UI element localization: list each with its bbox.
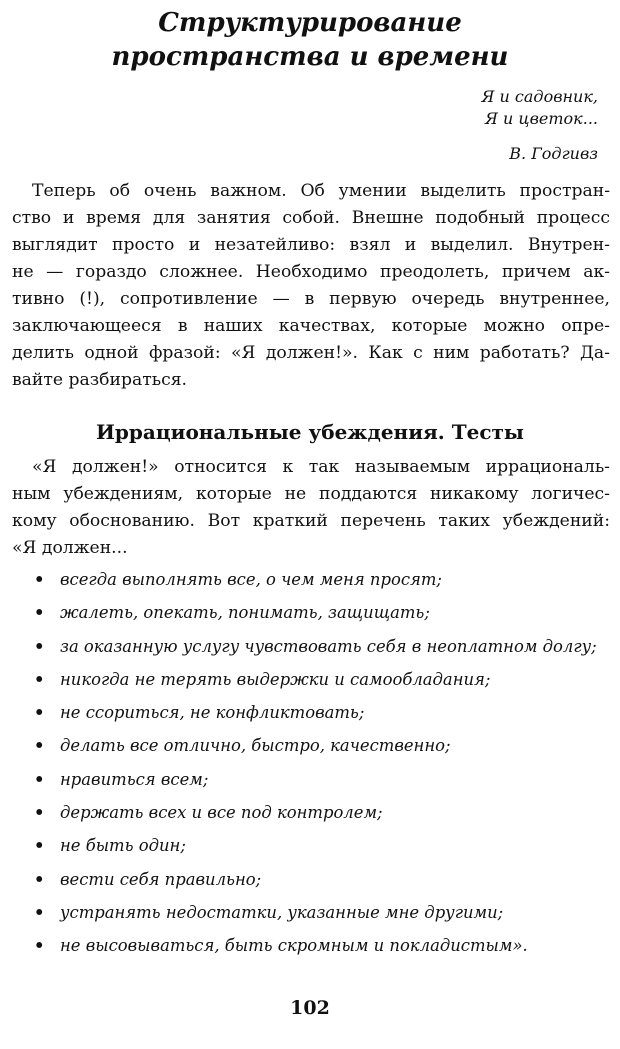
list-item: [12, 732, 610, 759]
bullet-icon: •: [34, 603, 45, 623]
chapter-title: [20, 6, 600, 74]
list-item-text: не ссориться, не конфликтовать;: [60, 703, 365, 723]
paragraph-line: «Я должен...: [12, 538, 128, 558]
bullet-icon: •: [34, 669, 45, 689]
paragraph-line: ство и время для занятия собой. Внешне подобный процесс: [12, 208, 610, 228]
paragraph-line: Теперь об очень важном. Об умении выделить простран-: [32, 181, 610, 201]
list-item: [12, 699, 610, 726]
epigraph-line-2: Я и цветок...: [485, 109, 598, 128]
epigraph-line-1: Я и садовник,: [481, 87, 598, 106]
list-item: [12, 633, 610, 660]
list-item: [12, 566, 610, 593]
list-item-text: устранять недостатки, указанные мне другими;: [60, 902, 504, 922]
bullet-icon: •: [34, 803, 45, 823]
list-item-text: никогда не терять выдержки и самообладания;: [60, 669, 491, 689]
section-title: Иррациональные убеждения. Тесты: [96, 420, 524, 444]
bullet-icon: •: [34, 902, 45, 922]
bullet-icon: •: [34, 869, 45, 889]
bullet-icon: •: [34, 703, 45, 723]
paragraph-line: тивно (!), сопротивление — в первую очередь внутреннее,: [12, 289, 610, 309]
paragraph-line: не — гораздо сложнее. Необходимо преодолеть, причем ак-: [12, 262, 610, 282]
paragraph-line: выглядит просто и незатейливо: взял и выделил. Внутрен-: [12, 235, 610, 255]
bullet-icon: •: [34, 836, 45, 856]
list-item: [12, 866, 610, 893]
list-item-text: всегда выполнять все, о чем меня просят;: [60, 570, 442, 589]
list-item: [12, 599, 610, 626]
list-item-text: не высовываться, быть скромным и покладистым».: [60, 936, 528, 956]
chapter-title-line-2: пространства и времени: [111, 42, 509, 72]
list-item-text: нравиться всем;: [60, 769, 209, 789]
bullet-icon: •: [34, 570, 45, 589]
beliefs-list: [12, 566, 610, 966]
list-item-text: держать всех и все под контролем;: [60, 803, 383, 823]
list-item: [12, 832, 610, 859]
list-item: [12, 899, 610, 926]
bullet-icon: •: [34, 636, 45, 656]
list-item-text: вести себя правильно;: [60, 869, 262, 889]
list-item: [12, 932, 610, 959]
list-item-text: не быть один;: [60, 836, 186, 856]
list-item-text: делать все отлично, быстро, качественно;: [60, 736, 451, 756]
bullet-icon: •: [34, 936, 45, 956]
list-item: [12, 799, 610, 826]
list-item-text: жалеть, опекать, понимать, защищать;: [60, 603, 430, 623]
paragraph-line: «Я должен!» относится к так называемым иррациональ-: [32, 457, 610, 477]
chapter-title-line-1: Структурирование: [158, 8, 462, 38]
paragraph-line: вайте разбираться.: [12, 370, 187, 390]
bullet-icon: •: [34, 769, 45, 789]
paragraph-line: кому обоснованию. Вот краткий перечень таких убеждений:: [12, 511, 610, 531]
epigraph: [482, 86, 598, 130]
paragraph-line: ным убеждениям, которые не поддаются никакому логичес-: [12, 484, 610, 504]
bullet-icon: •: [34, 736, 45, 756]
intro-paragraph: [12, 178, 610, 394]
list-item: [12, 666, 610, 693]
section-paragraph: [12, 454, 610, 562]
paragraph-line: делить одной фразой: «Я должен!». Как с ним работать? Да-: [12, 343, 610, 363]
list-item: [12, 766, 610, 793]
paragraph-line: заключающееся в наших качествах, которые можно опре-: [12, 316, 610, 336]
epigraph-author: В. Годгивз: [509, 144, 598, 163]
list-item-text: за оказанную услугу чувствовать себя в неоплатном долгу;: [60, 636, 597, 656]
page-number: 102: [290, 997, 330, 1019]
